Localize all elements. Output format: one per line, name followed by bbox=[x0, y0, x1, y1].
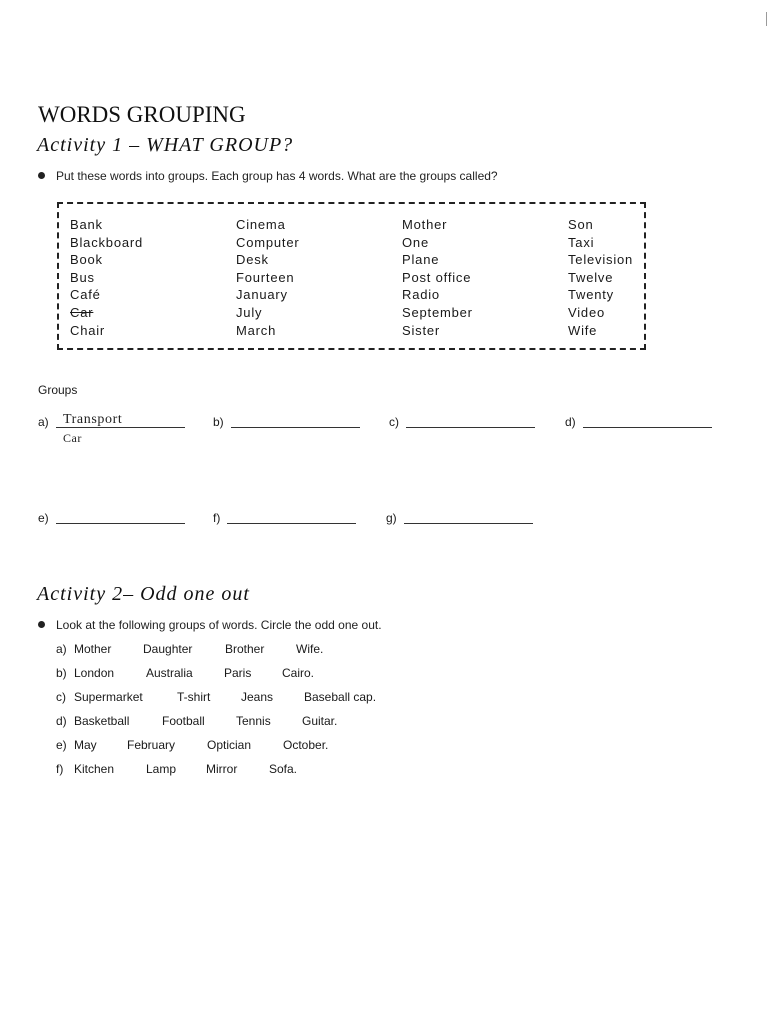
word-item: January bbox=[236, 287, 288, 303]
word-box bbox=[57, 202, 646, 350]
word-item: Plane bbox=[402, 252, 440, 268]
word-item: Mother bbox=[402, 217, 448, 232]
word-item: Television bbox=[568, 252, 634, 268]
slot-label: e) bbox=[38, 511, 49, 525]
word-item: Twenty bbox=[568, 287, 614, 303]
word-option[interactable]: Sofa. bbox=[269, 762, 298, 776]
group-slot-e bbox=[38, 511, 185, 525]
word-option[interactable]: Baseball cap. bbox=[304, 690, 377, 704]
answer-line[interactable] bbox=[56, 512, 185, 524]
word-column-2 bbox=[236, 216, 299, 339]
activity-2-heading: Activity 2– Odd one out bbox=[37, 583, 250, 605]
answer-line[interactable] bbox=[227, 512, 356, 524]
word-item: Bus bbox=[70, 269, 95, 285]
row-label: e) bbox=[56, 738, 67, 752]
word-item: Book bbox=[70, 252, 103, 268]
word-option[interactable]: Cairo. bbox=[282, 666, 315, 680]
page-title: WORDS GROUPING bbox=[38, 102, 246, 127]
group-slot-f bbox=[213, 511, 356, 525]
handwritten-group-answer: Transport bbox=[63, 412, 123, 427]
word-option[interactable]: Optician bbox=[207, 738, 252, 752]
row-label: a) bbox=[56, 642, 67, 656]
word-item: One bbox=[402, 234, 429, 250]
answer-line[interactable] bbox=[406, 416, 535, 428]
word-option[interactable]: May bbox=[74, 738, 97, 752]
activity-1-instruction bbox=[38, 169, 498, 183]
page-edge-marker bbox=[766, 12, 767, 26]
word-column-4 bbox=[568, 216, 633, 339]
word-option[interactable]: Mirror bbox=[206, 762, 238, 776]
word-item: Desk bbox=[236, 252, 269, 268]
word-item: July bbox=[236, 304, 263, 320]
answer-line[interactable] bbox=[583, 416, 712, 428]
answer-line[interactable] bbox=[404, 512, 533, 524]
handwritten-word-answer: Car bbox=[63, 431, 82, 445]
word-option[interactable]: T-shirt bbox=[177, 690, 211, 704]
word-item: Sister bbox=[402, 322, 441, 338]
word-option[interactable]: Brother bbox=[225, 642, 265, 656]
word-option[interactable]: Football bbox=[162, 714, 205, 728]
word-option[interactable]: London bbox=[74, 666, 115, 680]
slot-label: d) bbox=[565, 415, 576, 429]
slot-label: f) bbox=[213, 511, 221, 525]
row-label: d) bbox=[56, 714, 67, 728]
word-option[interactable]: Lamp bbox=[146, 762, 177, 776]
word-column-3 bbox=[402, 216, 473, 339]
word-option[interactable]: Paris bbox=[224, 666, 252, 680]
word-item: Wife bbox=[568, 322, 598, 338]
slot-label: a) bbox=[38, 415, 49, 429]
word-item: September bbox=[402, 304, 473, 320]
word-option[interactable]: Wife. bbox=[296, 642, 324, 656]
word-item: Taxi bbox=[568, 234, 595, 250]
row-label: b) bbox=[56, 666, 67, 680]
row-label: c) bbox=[56, 690, 66, 704]
word-item: Café bbox=[70, 287, 101, 303]
word-item-crossed-out: Car bbox=[70, 304, 94, 320]
word-item: Video bbox=[568, 304, 606, 320]
word-item: Twelve bbox=[568, 269, 614, 285]
word-option[interactable]: Basketball bbox=[74, 714, 130, 728]
word-item: Post office bbox=[402, 269, 472, 285]
word-item: Radio bbox=[402, 287, 440, 303]
word-item: Fourteen bbox=[236, 269, 295, 285]
word-column-1 bbox=[70, 216, 143, 339]
activity-2-instruction bbox=[38, 618, 382, 632]
word-item: Bank bbox=[70, 217, 103, 232]
word-item: Computer bbox=[236, 234, 300, 250]
activity-2-instruction-text: Look at the following groups of words. Circle the odd one out. bbox=[56, 618, 382, 632]
word-item: March bbox=[236, 322, 277, 338]
word-option[interactable]: Kitchen bbox=[74, 762, 115, 776]
word-option[interactable]: Tennis bbox=[236, 714, 271, 728]
word-option[interactable]: Supermarket bbox=[74, 690, 143, 704]
word-option[interactable]: Australia bbox=[146, 666, 193, 680]
word-item: Son bbox=[568, 217, 594, 232]
word-option[interactable]: Daughter bbox=[143, 642, 193, 656]
answer-line[interactable] bbox=[231, 416, 360, 428]
group-slot-c bbox=[389, 415, 535, 429]
slot-label: c) bbox=[389, 415, 399, 429]
activity-1-instruction-text: Put these words into groups. Each group has 4 words. What are the groups called? bbox=[56, 169, 498, 183]
group-slot-b bbox=[213, 415, 360, 429]
bullet-icon bbox=[38, 621, 45, 628]
word-option[interactable]: October. bbox=[283, 738, 329, 752]
group-slot-d bbox=[565, 415, 712, 429]
slot-label: g) bbox=[386, 511, 397, 525]
word-option[interactable]: February bbox=[127, 738, 176, 752]
word-item: Blackboard bbox=[70, 234, 144, 250]
group-slot-g bbox=[386, 511, 533, 525]
word-option[interactable]: Jeans bbox=[241, 690, 274, 704]
activity-1-heading: Activity 1 – WHAT GROUP? bbox=[37, 134, 294, 156]
bullet-icon bbox=[38, 172, 45, 179]
slot-label: b) bbox=[213, 415, 224, 429]
word-item: Chair bbox=[70, 322, 106, 338]
word-option[interactable]: Guitar. bbox=[302, 714, 338, 728]
row-label: f) bbox=[56, 762, 64, 776]
groups-label: Groups bbox=[38, 383, 78, 397]
word-item: Cinema bbox=[236, 217, 286, 232]
word-option[interactable]: Mother bbox=[74, 642, 112, 656]
